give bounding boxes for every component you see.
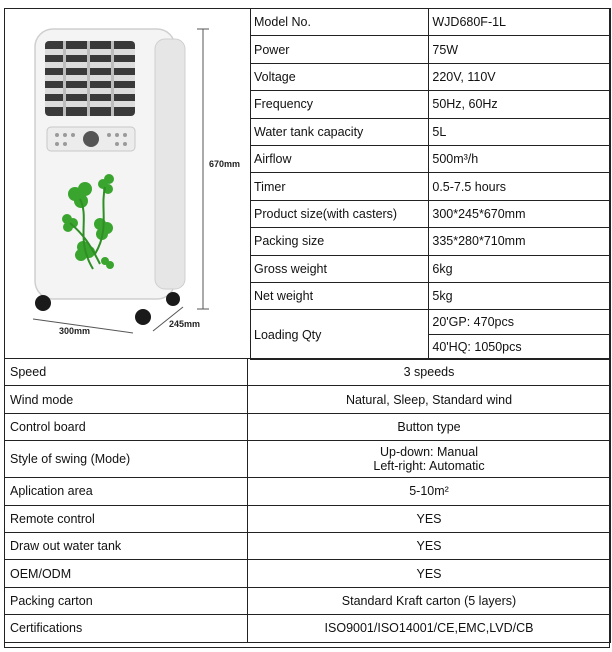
spec-row <box>251 145 611 172</box>
feature-label: Remote control <box>5 505 248 532</box>
spec-value: 5L <box>429 118 611 145</box>
feature-label: Speed <box>5 359 248 386</box>
spec-label: Product size(with casters) <box>251 200 429 227</box>
spec-value: 500m³/h <box>429 145 611 172</box>
spec-table <box>250 8 611 360</box>
spec-label: Voltage <box>251 63 429 90</box>
spec-label: Frequency <box>251 91 429 118</box>
loading-value: 20'GP: 470pcs <box>429 310 611 335</box>
depth-dimension-label: 245mm <box>169 319 201 329</box>
spec-sheet <box>4 8 610 648</box>
feature-row <box>5 359 611 386</box>
feature-value: Natural, Sleep, Standard wind <box>248 386 611 413</box>
feature-label: OEM/ODM <box>5 560 248 587</box>
spec-label: Gross weight <box>251 255 429 282</box>
spec-label: Power <box>251 36 429 63</box>
feature-value: 5-10m² <box>248 478 611 505</box>
feature-label: Wind mode <box>5 386 248 413</box>
spec-row <box>251 63 611 90</box>
spec-row <box>251 255 611 282</box>
spec-label: Timer <box>251 173 429 200</box>
feature-row <box>5 587 611 614</box>
spec-label: Model No. <box>251 9 429 36</box>
spec-label: Packing size <box>251 228 429 255</box>
feature-label: Draw out water tank <box>5 532 248 559</box>
feature-value <box>248 441 611 478</box>
feature-row <box>5 615 611 642</box>
feature-value-line: Left-right: Automatic <box>373 459 485 474</box>
feature-row <box>5 478 611 505</box>
product-image <box>5 9 250 357</box>
loading-row <box>251 310 611 335</box>
feature-value: YES <box>248 560 611 587</box>
width-dimension-label: 300mm <box>59 326 91 336</box>
feature-value: YES <box>248 532 611 559</box>
spec-value: 300*245*670mm <box>429 200 611 227</box>
feature-label: Certifications <box>5 615 248 642</box>
spec-row <box>251 118 611 145</box>
spec-value: WJD680F-1L <box>429 9 611 36</box>
feature-label: Aplication area <box>5 478 248 505</box>
spec-row <box>251 36 611 63</box>
spec-row <box>251 9 611 36</box>
feature-value: Button type <box>248 413 611 440</box>
spec-row <box>251 282 611 309</box>
feature-value: Standard Kraft carton (5 layers) <box>248 587 611 614</box>
spec-value: 5kg <box>429 282 611 309</box>
height-dimension-label: 670mm <box>209 159 241 169</box>
spec-value: 220V, 110V <box>429 63 611 90</box>
spec-label: Net weight <box>251 282 429 309</box>
spec-value: 6kg <box>429 255 611 282</box>
spec-value: 0.5-7.5 hours <box>429 173 611 200</box>
feature-value: YES <box>248 505 611 532</box>
feature-row <box>5 386 611 413</box>
spec-value: 50Hz, 60Hz <box>429 91 611 118</box>
spec-value: 335*280*710mm <box>429 228 611 255</box>
feature-label: Control board <box>5 413 248 440</box>
feature-row <box>5 505 611 532</box>
feature-label: Style of swing (Mode) <box>5 441 248 478</box>
air-cooler-illustration <box>5 9 250 357</box>
feature-value: 3 speeds <box>248 359 611 386</box>
spec-row <box>251 173 611 200</box>
feature-label: Packing carton <box>5 587 248 614</box>
features-table <box>4 358 611 643</box>
feature-value-line: Up-down: Manual <box>380 445 478 460</box>
loading-value: 40'HQ: 1050pcs <box>429 335 611 360</box>
feature-row <box>5 441 611 478</box>
spec-label: Water tank capacity <box>251 118 429 145</box>
feature-row <box>5 413 611 440</box>
spec-label: Airflow <box>251 145 429 172</box>
spec-value: 75W <box>429 36 611 63</box>
feature-row <box>5 560 611 587</box>
spec-row <box>251 91 611 118</box>
loading-label: Loading Qty <box>251 310 429 360</box>
spec-row <box>251 200 611 227</box>
spec-row <box>251 228 611 255</box>
feature-row <box>5 532 611 559</box>
feature-value: ISO9001/ISO14001/CE,EMC,LVD/CB <box>248 615 611 642</box>
